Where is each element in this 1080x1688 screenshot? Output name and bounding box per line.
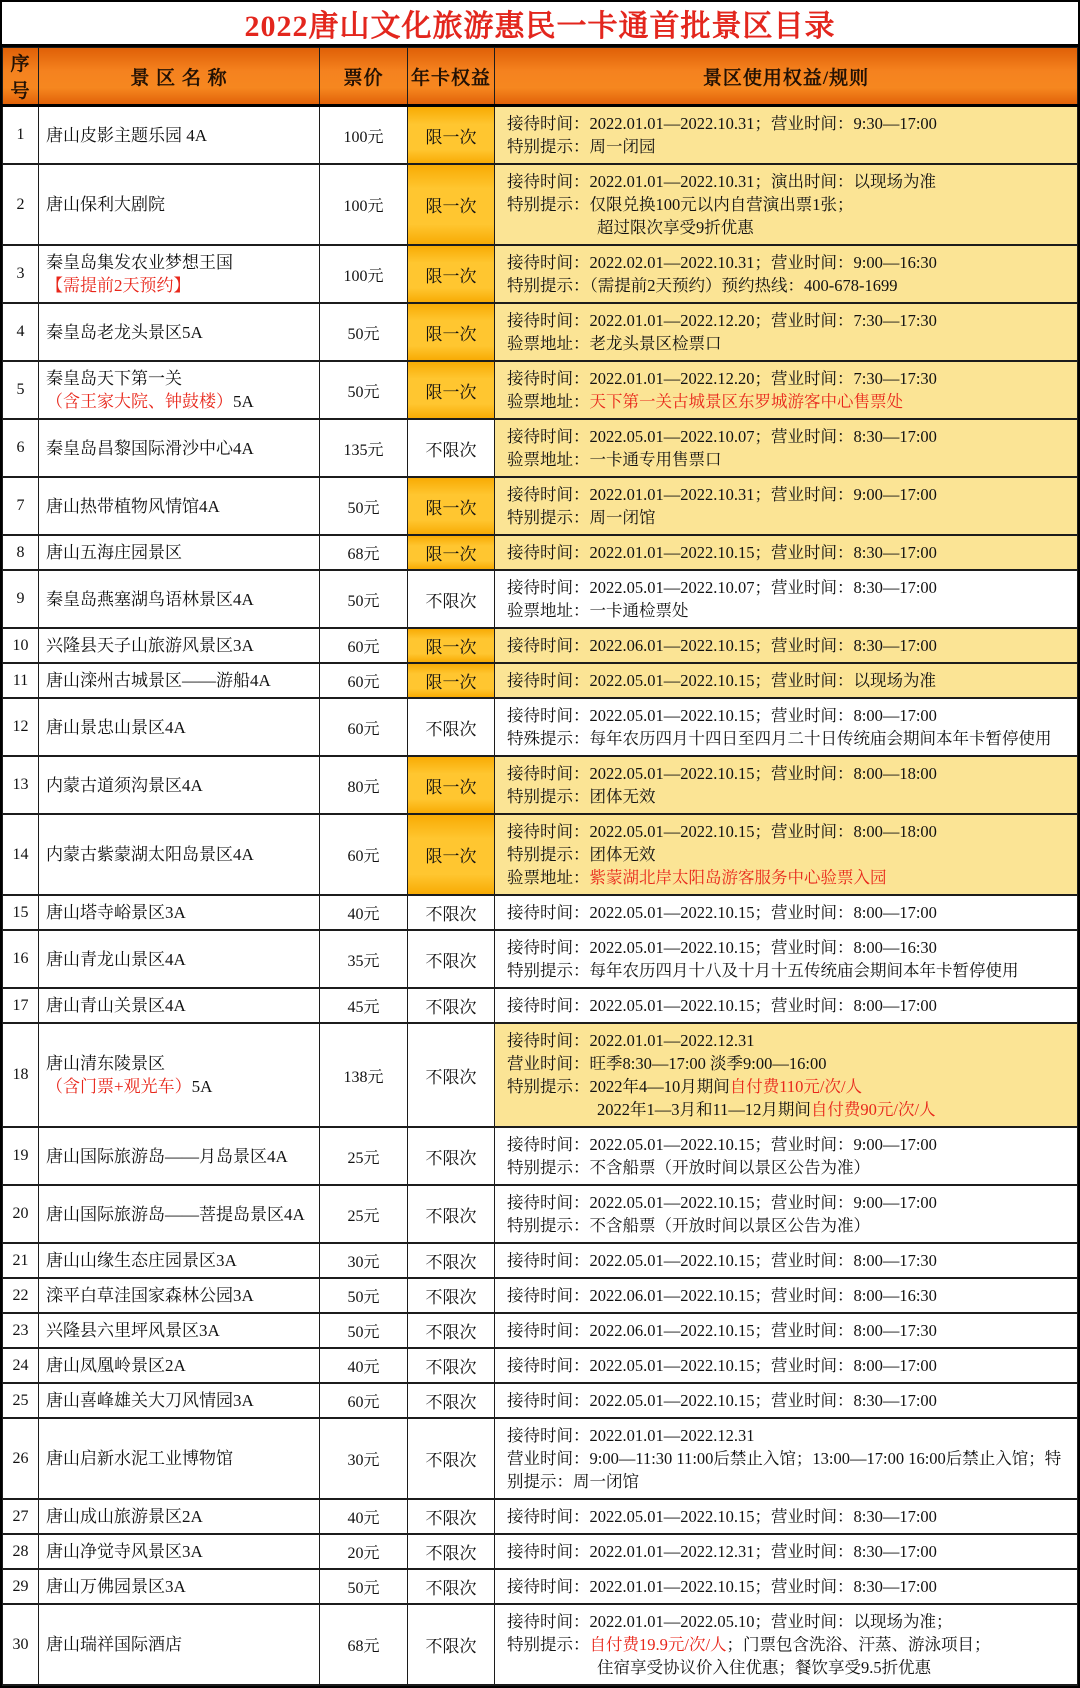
usage-rules: 接待时间：2022.01.01—2022.12.31 营业时间：9:00—11:30 11:00后禁止入馆；13:00—17:00 16:00后禁止入馆；特别提示：周一闭馆 [495, 1418, 1078, 1499]
card-benefit: 不限次 [408, 1569, 495, 1604]
table-row [3, 1348, 1078, 1383]
scenic-spots-table [2, 47, 1078, 1686]
row-number: 29 [3, 1569, 39, 1604]
ticket-price: 50元 [320, 477, 408, 535]
usage-rules: 接待时间：2022.05.01—2022.10.07；营业时间：8:30—17:00 验票地址：一卡通专用售票口 [495, 419, 1078, 477]
card-benefit: 不限次 [408, 1348, 495, 1383]
ticket-price: 25元 [320, 1185, 408, 1243]
card-benefit: 限一次 [408, 477, 495, 535]
usage-rules: 接待时间：2022.01.01—2022.10.31；演出时间：以现场为准 特别提示：仅限兑换100元以内自营演出票1张； 超过限次享受9折优惠 [495, 164, 1078, 245]
table-row [3, 663, 1078, 698]
card-benefit: 不限次 [408, 419, 495, 477]
table-row [3, 303, 1078, 361]
table-row [3, 756, 1078, 814]
row-number: 17 [3, 988, 39, 1023]
table-row [3, 419, 1078, 477]
ticket-price: 45元 [320, 988, 408, 1023]
table-row [3, 570, 1078, 628]
usage-rules: 接待时间：2022.01.01—2022.12.20；营业时间：7:30—17:30 验票地址：老龙头景区检票口 [495, 303, 1078, 361]
spot-name: 唐山清东陵景区 （含门票+观光车）5A [39, 1023, 320, 1127]
spot-name: 秦皇岛昌黎国际滑沙中心4A [39, 419, 320, 477]
row-number: 13 [3, 756, 39, 814]
card-benefit: 限一次 [408, 814, 495, 895]
usage-rules: 接待时间：2022.01.01—2022.12.31 营业时间：旺季8:30—17:00 淡季9:00—16:00 特别提示：2022年4—10月期间自付费110元/次/人 2022年1—3月和11—12月期间自付费90元/次/人 [495, 1023, 1078, 1127]
row-number: 25 [3, 1383, 39, 1418]
table-row [3, 1023, 1078, 1127]
ticket-price: 20元 [320, 1534, 408, 1569]
ticket-price: 40元 [320, 895, 408, 930]
usage-rules: 接待时间：2022.01.01—2022.10.15；营业时间：8:30—17:00 [495, 535, 1078, 570]
table-row [3, 1127, 1078, 1185]
ticket-price: 35元 [320, 930, 408, 988]
card-benefit: 限一次 [408, 245, 495, 303]
spot-name: 唐山山缘生态庄园景区3A [39, 1243, 320, 1278]
col-header-name: 景 区 名 称 [39, 48, 320, 106]
spot-name: 秦皇岛老龙头景区5A [39, 303, 320, 361]
spot-name: 兴隆县六里坪风景区3A [39, 1313, 320, 1348]
ticket-price: 25元 [320, 1127, 408, 1185]
spot-name: 唐山国际旅游岛——菩提岛景区4A [39, 1185, 320, 1243]
usage-rules: 接待时间：2022.05.01—2022.10.15；营业时间：8:30—17:00 [495, 1499, 1078, 1534]
usage-rules: 接待时间：2022.01.01—2022.12.20；营业时间：7:30—17:30 验票地址：天下第一关古城景区东罗城游客中心售票处 [495, 361, 1078, 419]
ticket-price: 30元 [320, 1418, 408, 1499]
row-number: 15 [3, 895, 39, 930]
usage-rules: 接待时间：2022.05.01—2022.10.15；营业时间：8:00—18:00 特别提示：团体无效 验票地址：紫蒙湖北岸太阳岛游客服务中心验票入园 [495, 814, 1078, 895]
table-header-row [3, 48, 1078, 106]
row-number: 3 [3, 245, 39, 303]
usage-rules: 接待时间：2022.05.01—2022.10.15；营业时间：8:00—17:00 特殊提示：每年农历四月十四日至四月二十日传统庙会期间本年卡暂停使用 [495, 698, 1078, 756]
table-row [3, 628, 1078, 663]
spot-name: 内蒙古紫蒙湖太阳岛景区4A [39, 814, 320, 895]
table-row [3, 164, 1078, 245]
ticket-price: 50元 [320, 570, 408, 628]
table-row [3, 1604, 1078, 1685]
usage-rules: 接待时间：2022.01.01—2022.12.31；营业时间：8:30—17:00 [495, 1534, 1078, 1569]
card-benefit: 不限次 [408, 988, 495, 1023]
table-row [3, 895, 1078, 930]
ticket-price: 68元 [320, 535, 408, 570]
card-benefit: 限一次 [408, 164, 495, 245]
table-row [3, 1534, 1078, 1569]
ticket-price: 50元 [320, 1569, 408, 1604]
usage-rules: 接待时间：2022.05.01—2022.10.07；营业时间：8:30—17:00 验票地址：一卡通检票处 [495, 570, 1078, 628]
ticket-price: 100元 [320, 106, 408, 165]
spot-name: 唐山瑞祥国际酒店 [39, 1604, 320, 1685]
card-benefit: 不限次 [408, 1127, 495, 1185]
ticket-price: 50元 [320, 1313, 408, 1348]
table-row [3, 106, 1078, 165]
table-row [3, 814, 1078, 895]
card-benefit: 限一次 [408, 756, 495, 814]
table-row [3, 1418, 1078, 1499]
row-number: 30 [3, 1604, 39, 1685]
ticket-price: 60元 [320, 814, 408, 895]
usage-rules: 接待时间：2022.05.01—2022.10.15；营业时间：8:30—17:00 [495, 1383, 1078, 1418]
spot-name: 唐山保利大剧院 [39, 164, 320, 245]
row-number: 21 [3, 1243, 39, 1278]
usage-rules: 接待时间：2022.05.01—2022.10.15；营业时间：9:00—17:00 特别提示：不含船票（开放时间以景区公告为准） [495, 1185, 1078, 1243]
card-benefit: 不限次 [408, 1023, 495, 1127]
card-benefit: 不限次 [408, 1243, 495, 1278]
table-row [3, 698, 1078, 756]
spot-name: 唐山净觉寺风景区3A [39, 1534, 320, 1569]
card-benefit: 不限次 [408, 570, 495, 628]
card-benefit: 限一次 [408, 303, 495, 361]
row-number: 19 [3, 1127, 39, 1185]
usage-rules: 接待时间：2022.05.01—2022.10.15；营业时间：8:00—18:00 特别提示：团体无效 [495, 756, 1078, 814]
spot-name: 内蒙古道须沟景区4A [39, 756, 320, 814]
card-benefit: 限一次 [408, 535, 495, 570]
table-row [3, 988, 1078, 1023]
usage-rules: 接待时间：2022.01.01—2022.05.10；营业时间：以现场为准； 特别提示：自付费19.9元/次/人；门票包含洗浴、汗蒸、游泳项目； 住宿享受协议价入住优惠；餐饮享受9.5折优惠 [495, 1604, 1078, 1685]
spot-name: 滦平白草洼国家森林公园3A [39, 1278, 320, 1313]
table-row [3, 1313, 1078, 1348]
row-number: 27 [3, 1499, 39, 1534]
spot-name: 唐山皮影主题乐园 4A [39, 106, 320, 165]
usage-rules: 接待时间：2022.05.01—2022.10.15；营业时间：8:00—17:00 [495, 895, 1078, 930]
card-benefit: 不限次 [408, 1418, 495, 1499]
card-benefit: 不限次 [408, 1185, 495, 1243]
ticket-price: 40元 [320, 1499, 408, 1534]
row-number: 7 [3, 477, 39, 535]
spot-name: 唐山景忠山景区4A [39, 698, 320, 756]
row-number: 2 [3, 164, 39, 245]
card-benefit: 不限次 [408, 1313, 495, 1348]
row-number: 10 [3, 628, 39, 663]
card-benefit: 限一次 [408, 628, 495, 663]
spot-name: 唐山成山旅游景区2A [39, 1499, 320, 1534]
table-row [3, 477, 1078, 535]
row-number: 14 [3, 814, 39, 895]
usage-rules: 接待时间：2022.06.01—2022.10.15；营业时间：8:00—17:30 [495, 1313, 1078, 1348]
row-number: 22 [3, 1278, 39, 1313]
card-benefit: 不限次 [408, 1278, 495, 1313]
usage-rules: 接待时间：2022.06.01—2022.10.15；营业时间：8:30—17:00 [495, 628, 1078, 663]
spot-name: 唐山启新水泥工业博物馆 [39, 1418, 320, 1499]
usage-rules: 接待时间：2022.05.01—2022.10.15；营业时间：8:00—16:30 特别提示：每年农历四月十八及十月十五传统庙会期间本年卡暂停使用 [495, 930, 1078, 988]
spot-name: 秦皇岛集发农业梦想王国 【需提前2天预约】 [39, 245, 320, 303]
table-row [3, 1569, 1078, 1604]
spot-name: 唐山凤凰岭景区2A [39, 1348, 320, 1383]
usage-rules: 接待时间：2022.05.01—2022.10.15；营业时间：8:00—17:00 [495, 1348, 1078, 1383]
row-number: 16 [3, 930, 39, 988]
col-header-rules: 景区使用权益/规则 [495, 48, 1078, 106]
row-number: 11 [3, 663, 39, 698]
card-benefit: 限一次 [408, 106, 495, 165]
table-row [3, 1278, 1078, 1313]
usage-rules: 接待时间：2022.06.01—2022.10.15；营业时间：8:00—16:30 [495, 1278, 1078, 1313]
usage-rules: 接待时间：2022.05.01—2022.10.15；营业时间：8:00—17:00 [495, 988, 1078, 1023]
row-number: 12 [3, 698, 39, 756]
card-benefit: 不限次 [408, 1383, 495, 1418]
ticket-price: 138元 [320, 1023, 408, 1127]
spot-name: 唐山万佛园景区3A [39, 1569, 320, 1604]
spot-name: 唐山滦州古城景区——游船4A [39, 663, 320, 698]
table-row [3, 1185, 1078, 1243]
row-number: 24 [3, 1348, 39, 1383]
ticket-price: 60元 [320, 1383, 408, 1418]
row-number: 18 [3, 1023, 39, 1127]
col-header-price: 票价 [320, 48, 408, 106]
spot-name: 唐山五海庄园景区 [39, 535, 320, 570]
row-number: 20 [3, 1185, 39, 1243]
ticket-price: 100元 [320, 245, 408, 303]
row-number: 6 [3, 419, 39, 477]
card-benefit: 不限次 [408, 698, 495, 756]
ticket-price: 60元 [320, 628, 408, 663]
col-header-index: 序号 [3, 48, 39, 106]
spot-name: 唐山青山关景区4A [39, 988, 320, 1023]
usage-rules: 接待时间：2022.01.01—2022.10.31；营业时间：9:00—17:00 特别提示：周一闭馆 [495, 477, 1078, 535]
spot-name: 秦皇岛天下第一关 （含王家大院、钟鼓楼）5A [39, 361, 320, 419]
card-benefit: 不限次 [408, 1499, 495, 1534]
usage-rules: 接待时间：2022.05.01—2022.10.15；营业时间：以现场为准 [495, 663, 1078, 698]
ticket-price: 60元 [320, 698, 408, 756]
card-benefit: 不限次 [408, 1534, 495, 1569]
spot-name: 唐山热带植物风情馆4A [39, 477, 320, 535]
row-number: 5 [3, 361, 39, 419]
ticket-price: 50元 [320, 1278, 408, 1313]
table-row [3, 535, 1078, 570]
spot-name: 唐山喜峰雄关大刀风情园3A [39, 1383, 320, 1418]
card-benefit: 不限次 [408, 895, 495, 930]
spot-name: 秦皇岛燕塞湖鸟语林景区4A [39, 570, 320, 628]
row-number: 4 [3, 303, 39, 361]
ticket-price: 50元 [320, 361, 408, 419]
spot-name: 唐山塔寺峪景区3A [39, 895, 320, 930]
usage-rules: 接待时间：2022.02.01—2022.10.31；营业时间：9:00—16:30 特别提示：（需提前2天预约）预约热线：400-678-1699 [495, 245, 1078, 303]
usage-rules: 接待时间：2022.01.01—2022.10.31；营业时间：9:30—17:00 特别提示：周一闭园 [495, 106, 1078, 165]
row-number: 8 [3, 535, 39, 570]
card-benefit: 不限次 [408, 930, 495, 988]
table-row [3, 245, 1078, 303]
spot-name: 唐山国际旅游岛——月岛景区4A [39, 1127, 320, 1185]
spot-name: 兴隆县天子山旅游风景区3A [39, 628, 320, 663]
table-row [3, 1499, 1078, 1534]
ticket-price: 50元 [320, 303, 408, 361]
row-number: 28 [3, 1534, 39, 1569]
ticket-price: 68元 [320, 1604, 408, 1685]
table-row [3, 930, 1078, 988]
ticket-price: 40元 [320, 1348, 408, 1383]
ticket-price: 100元 [320, 164, 408, 245]
table-row [3, 1383, 1078, 1418]
row-number: 1 [3, 106, 39, 165]
card-benefit: 限一次 [408, 361, 495, 419]
ticket-price: 80元 [320, 756, 408, 814]
table-row [3, 1243, 1078, 1278]
table-row [3, 361, 1078, 419]
card-benefit: 不限次 [408, 1604, 495, 1685]
spot-name: 唐山青龙山景区4A [39, 930, 320, 988]
usage-rules: 接待时间：2022.05.01—2022.10.15；营业时间：9:00—17:00 特别提示：不含船票（开放时间以景区公告为准） [495, 1127, 1078, 1185]
ticket-price: 30元 [320, 1243, 408, 1278]
ticket-price: 60元 [320, 663, 408, 698]
page-title: 2022唐山文化旅游惠民一卡通首批景区目录 [2, 2, 1078, 47]
card-benefit: 限一次 [408, 663, 495, 698]
col-header-benefit: 年卡权益 [408, 48, 495, 106]
ticket-price: 135元 [320, 419, 408, 477]
row-number: 26 [3, 1418, 39, 1499]
row-number: 9 [3, 570, 39, 628]
row-number: 23 [3, 1313, 39, 1348]
usage-rules: 接待时间：2022.01.01—2022.10.15；营业时间：8:30—17:00 [495, 1569, 1078, 1604]
usage-rules: 接待时间：2022.05.01—2022.10.15；营业时间：8:00—17:30 [495, 1243, 1078, 1278]
